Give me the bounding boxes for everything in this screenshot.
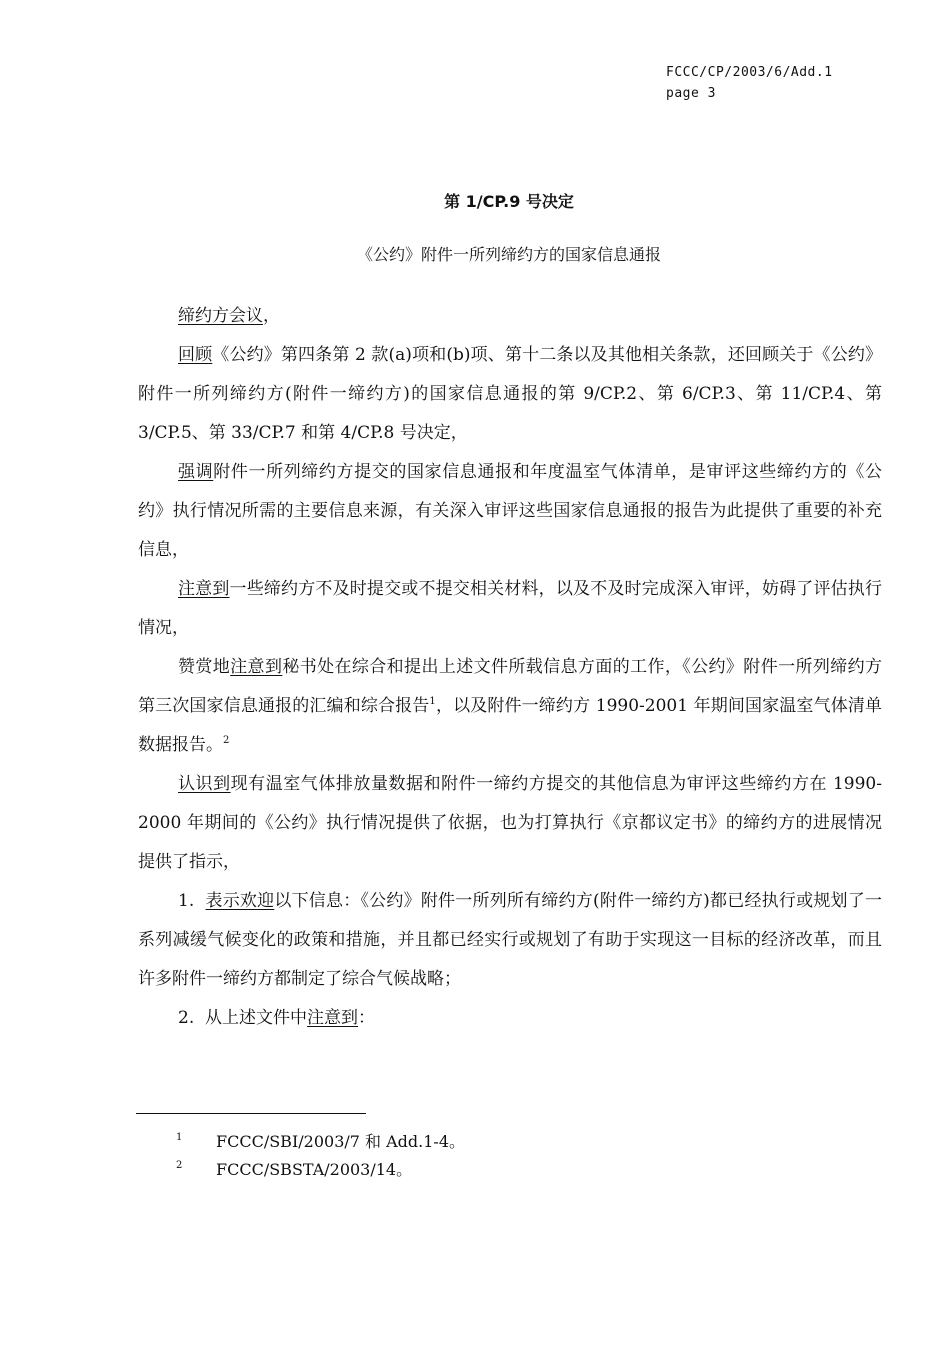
footnotes (176, 1128, 465, 1184)
keyword: 注意到 (230, 657, 283, 677)
operative-paragraph-1: 1. 表示欢迎以下信息：《公约》附件一所列所有缔约方(附件一缔约方)都已经执行或规划了一系列减缓气候变化的政策和措施，并且都已经实行或规划了有助于实现这一目标的经济改革，而且许多附件一缔约方都制定了综合气候战略； (138, 891, 882, 989)
keyword: 注意到 (178, 579, 230, 599)
footnote-number: 1 (176, 1132, 183, 1143)
footnote-ref-2[interactable]: 2 (223, 735, 230, 746)
document-symbol: FCCC/CP/2003/6/Add.1 (666, 65, 833, 80)
paragraph-recognizing: 认识到现有温室气体排放量数据和附件一缔约方提交的其他信息为审评这些缔约方在 1990-2000 年期间的《公约》执行情况提供了依据，也为打算执行《京都议定书》的缔约方的进展情况提供了指示， (138, 774, 882, 872)
paragraph-stressing: 强调附件一所列缔约方提交的国家信息通报和年度温室气体清单，是审评这些缔约方的《公约》执行情况所需的主要信息来源，有关深入审评这些国家信息通报的报告为此提供了重要的补充信息， (138, 462, 883, 560)
keyword: 回顾 (178, 345, 213, 365)
paragraph-appreciating: 赞赏地注意到秘书处在综合和提出上述文件所载信息方面的工作，《公约》附件一所列缔约方第三次国家信息通报的汇编和综合报告$^1$，以及附件一缔约方 1990-2001 年期间国家温室气体清单数据报告。$^2$ (138, 657, 883, 755)
decision-title: 第 1/CP.9 号决定 (444, 192, 574, 211)
footnote (176, 1128, 465, 1156)
paragraph-recalling: 回顾《公约》第四条第 2 款(a)项和(b)项、第十二条以及其他相关条款，还回顾关于《公约》附件一所列缔约方(附件一缔约方)的国家信息通报的第 9/CP.2、第 6/CP.3、第 11/CP.4、第 3/CP.5、第 33/CP.7 和第 4/CP.8 号决定， (138, 345, 883, 443)
footnote (176, 1156, 465, 1184)
footnote-divider (136, 1113, 366, 1114)
footnote-text: FCCC/SBI/2003/7 和 Add.1-4。 (216, 1132, 466, 1151)
decision-body (138, 297, 882, 1038)
paragraph-noting: 注意到一些缔约方不及时提交或不提交相关材料，以及不及时完成深入审评，妨碍了评估执行情况， (138, 579, 883, 638)
keyword: 缔约方会议 (178, 306, 263, 326)
keyword: 强调 (178, 462, 214, 482)
document-header (666, 62, 833, 104)
operative-paragraph-2: 2. 从上述文件中注意到： (178, 1008, 376, 1028)
footnote-ref-1[interactable]: 1 (429, 696, 436, 707)
footnote-number: 2 (176, 1160, 183, 1171)
footnote-text: FCCC/SBSTA/2003/14。 (216, 1160, 413, 1179)
paragraph-opening: 缔约方会议， (178, 306, 280, 326)
page-number: page 3 (666, 86, 716, 101)
keyword: 认识到 (178, 774, 231, 794)
keyword: 注意到 (307, 1008, 359, 1028)
keyword: 表示欢迎 (205, 891, 275, 911)
decision-subtitle: 《公约》附件一所列缔约方的国家信息通报 (356, 245, 661, 264)
